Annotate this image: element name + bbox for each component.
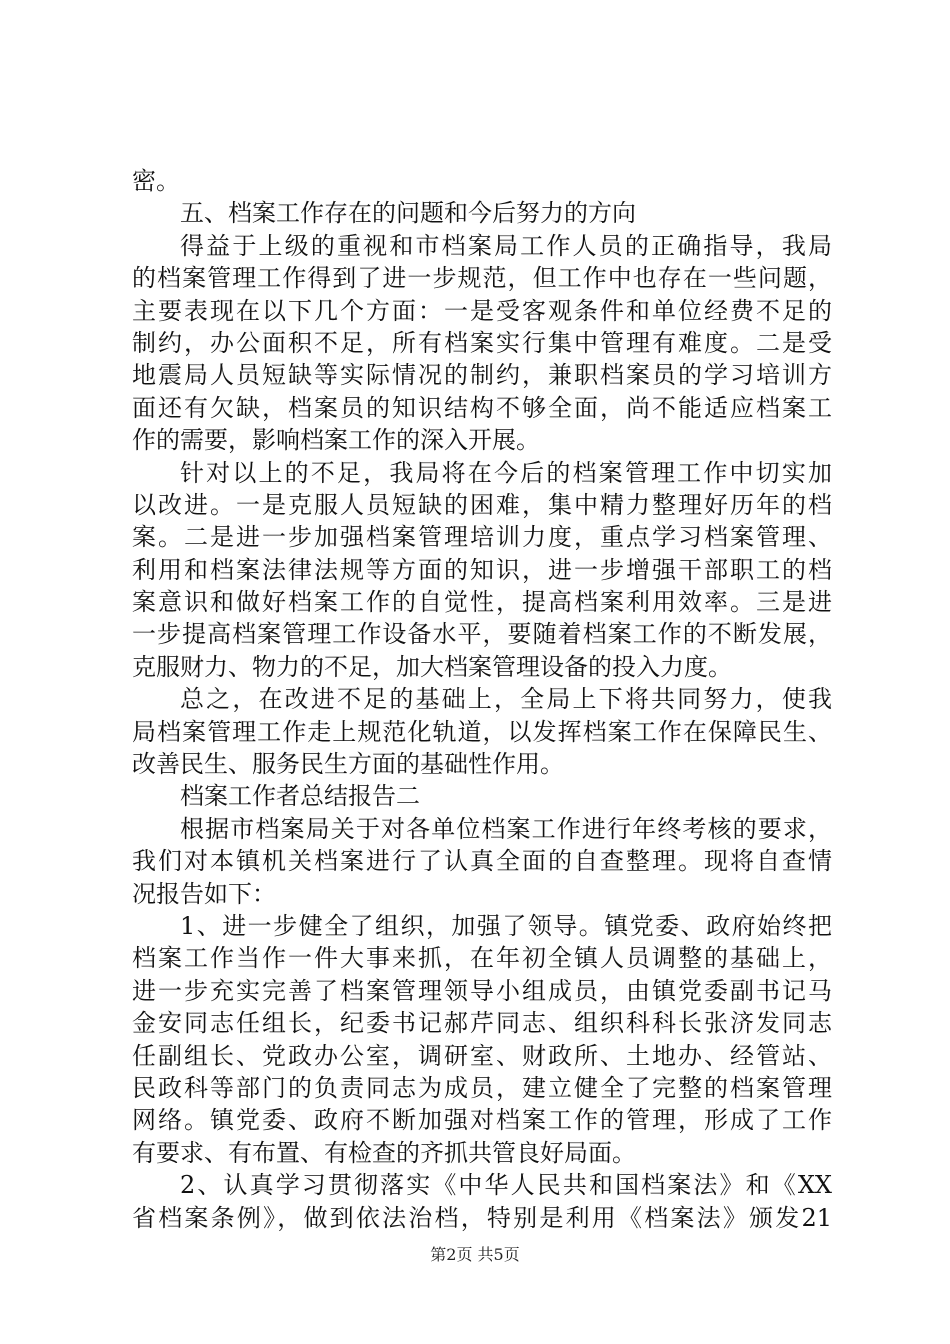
text-line: 制约，办公面积不足，所有档案实行集中管理有难度。二是受 [132,328,832,357]
text-line: 金安同志任组长，纪委书记郝芹同志、组织科科长张济发同志 [132,1009,832,1038]
text-line: 一步提高档案管理工作设备水平，要随着档案工作的不断发展， [132,620,832,649]
text-line: 局档案管理工作走上规范化轨道，以发挥档案工作在保障民生、 [132,717,832,746]
text-line: 总之，在改进不足的基础上，全局上下将共同努力，使我 [180,685,832,714]
text-line: 克服财力、物力的不足，加大档案管理设备的投入力度。 [132,652,732,681]
page-footer: 第2页 共5页 [430,1245,520,1264]
text-line: 改善民生、服务民生方面的基础性作用。 [132,750,564,779]
text-line: 2、认真学习贯彻落实《中华人民共和国档案法》和《XX [180,1171,832,1200]
text-line: 况报告如下： [132,879,276,908]
text-line: 地震局人员短缺等实际情况的制约，兼职档案员的学习培训方 [132,361,832,390]
text-line: 任副组长、党政办公室，调研室、财政所、土地办、经管站、 [132,1041,832,1070]
text-line: 档案工作当作一件大事来抓，在年初全镇人员调整的基础上， [132,944,832,973]
text-line: 有要求、有布置、有检查的齐抓共管良好局面。 [132,1138,636,1167]
text-line: 民政科等部门的负责同志为成员，建立健全了完整的档案管理 [132,1073,832,1102]
text-line: 利用和档案法律法规等方面的知识，进一步增强干部职工的档 [132,555,832,584]
text-line: 主要表现在以下几个方面：一是受客观条件和单位经费不足的 [132,296,832,325]
text-line: 根据市档案局关于对各单位档案工作进行年终考核的要求， [180,814,832,843]
text-line: 以改进。一是克服人员短缺的困难，集中精力整理好历年的档 [132,490,832,519]
text-line: 得益于上级的重视和市档案局工作人员的正确指导，我局 [180,231,832,260]
text-line: 的档案管理工作得到了进一步规范，但工作中也存在一些问题， [132,264,832,293]
text-line: 作的需要，影响档案工作的深入开展。 [132,426,540,455]
text-line: 案意识和做好档案工作的自觉性，提高档案利用效率。三是进 [132,588,832,617]
text-line: 密。 [132,167,180,195]
text-line: 1、进一步健全了组织，加强了领导。镇党委、政府始终把 [180,911,832,940]
text-line: 进一步充实完善了档案管理领导小组成员，由镇党委副书记马 [132,976,832,1005]
text-line: 案。二是进一步加强档案管理培训力度，重点学习档案管理、 [132,523,832,552]
document-body [132,165,832,1234]
text-line: 五、档案工作存在的问题和今后努力的方向 [180,199,636,228]
text-line: 针对以上的不足，我局将在今后的档案管理工作中切实加 [180,458,832,487]
text-line: 面还有欠缺，档案员的知识结构不够全面，尚不能适应档案工 [132,393,832,422]
text-line: 省档案条例》，做到依法治档，特别是利用《档案法》颁发21 [132,1203,832,1232]
text-line: 我们对本镇机关档案进行了认真全面的自查整理。现将自查情 [132,847,832,876]
text-line: 档案工作者总结报告二 [180,782,420,811]
text-line: 网络。镇党委、政府不断加强对档案工作的管理，形成了工作 [132,1106,832,1135]
